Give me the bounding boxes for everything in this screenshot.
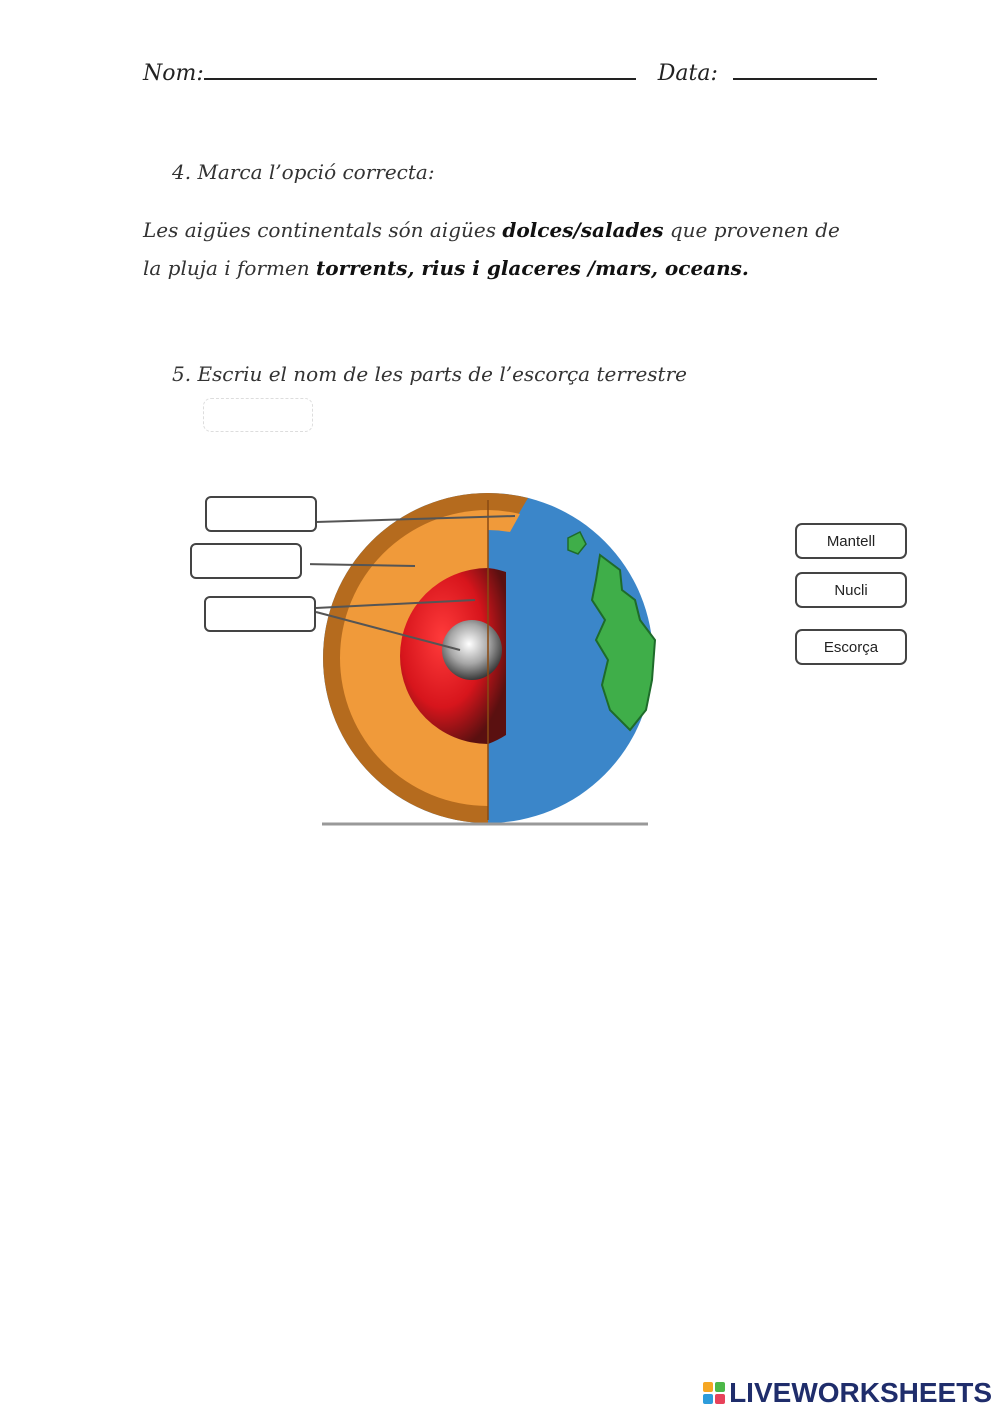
question-4-title: 4. Marca l’opció correcta: [172, 160, 435, 184]
question-4-paragraph [143, 211, 863, 287]
logo-grid-icon [703, 1382, 725, 1404]
option-escorca[interactable]: Escorça [795, 629, 907, 665]
answer-box-3[interactable] [204, 596, 316, 632]
question-5-title: 5. Escriu el nom de les parts de l’escorça terrestre [172, 362, 687, 386]
header-row [143, 58, 877, 86]
answer-box-1[interactable] [205, 496, 317, 532]
earth-layers-diagram [310, 480, 660, 830]
q4-choice-2[interactable]: torrents, rius i glaceres /mars, oceans. [316, 256, 749, 280]
answer-box-2[interactable] [190, 543, 302, 579]
liveworksheets-logo [703, 1377, 992, 1409]
option-mantell[interactable]: Mantell [795, 523, 907, 559]
date-line[interactable] [733, 58, 877, 80]
date-label: Data: [657, 61, 718, 86]
faint-placeholder-box [203, 398, 313, 432]
q4-text-a: Les aigües continentals són aigües [143, 218, 503, 242]
option-nucli[interactable]: Nucli [795, 572, 907, 608]
inner-core [442, 620, 502, 680]
name-line[interactable] [204, 58, 636, 80]
logo-text: LIVEWORKSHEETS [729, 1377, 992, 1408]
name-label: Nom: [143, 61, 204, 86]
q4-text-b: que provenen de la pluja i formen [143, 218, 840, 280]
q4-choice-1[interactable]: dolces/salades [502, 218, 664, 242]
